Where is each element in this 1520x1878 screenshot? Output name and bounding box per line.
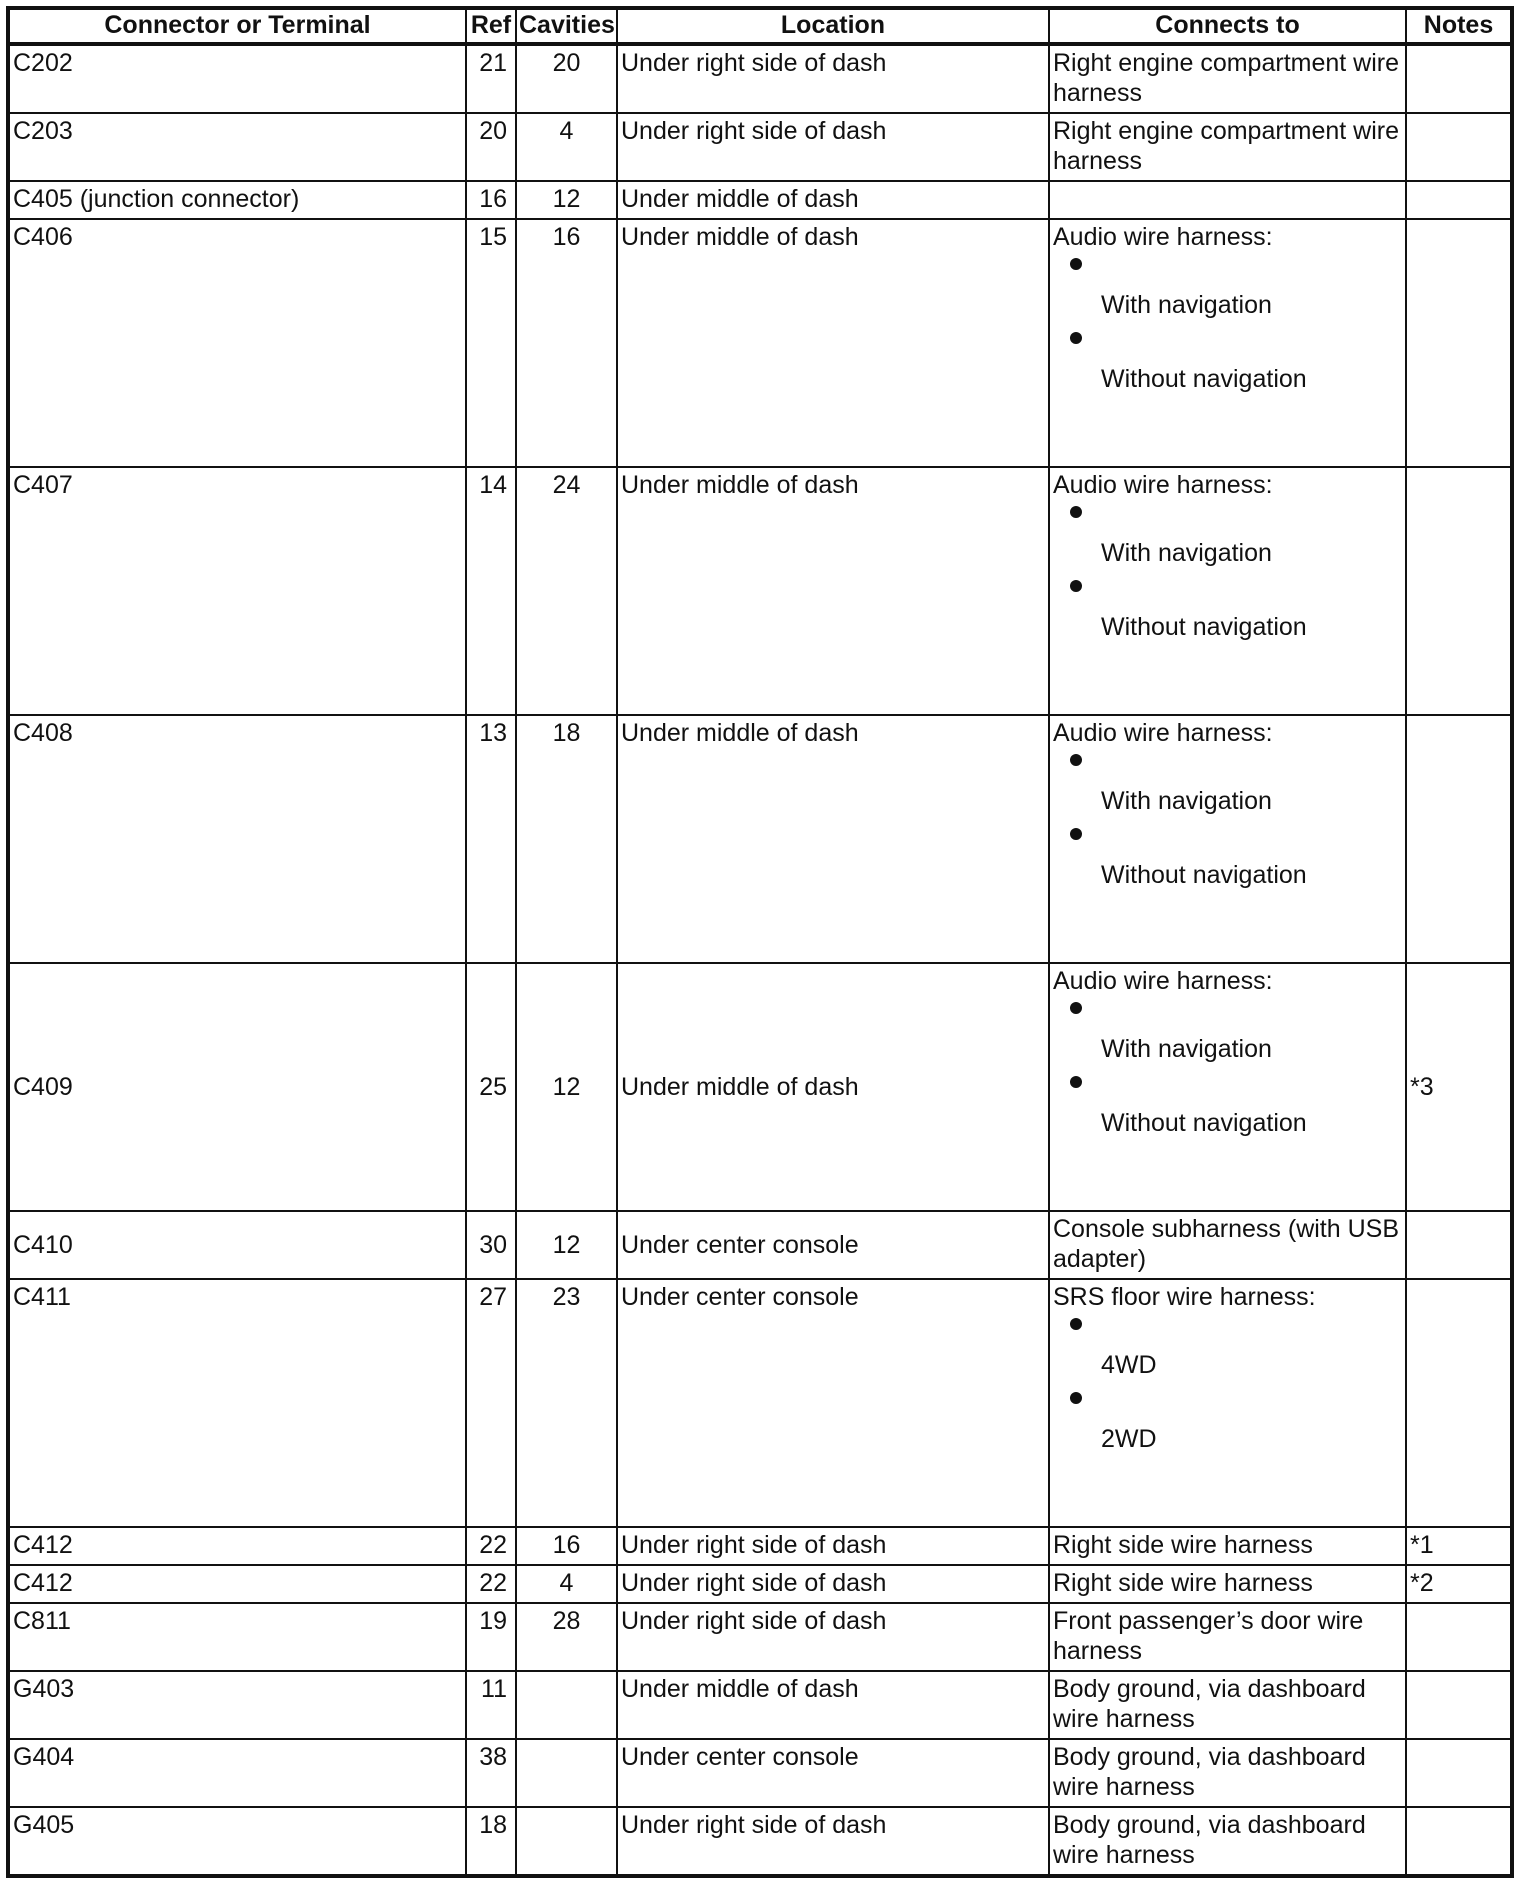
cell-location: Under right side of dash (617, 44, 1049, 113)
bullet-dot-icon (1070, 1318, 1082, 1330)
bullet-item (1053, 364, 1402, 394)
table-row (8, 1211, 1512, 1279)
cell-location: Under right side of dash (617, 1603, 1049, 1671)
cell-notes (1406, 1279, 1512, 1527)
table-row (8, 1739, 1512, 1807)
bullet-text: 4WD (1101, 1351, 1157, 1379)
cell-cavities: 28 (516, 1603, 617, 1671)
bullet-dot-icon (1070, 332, 1082, 344)
cell-ref: 13 (466, 715, 516, 963)
bullet-list (1053, 1350, 1402, 1454)
cell-connector: C409 (8, 963, 466, 1211)
bullet-dot-icon (1070, 1076, 1082, 1088)
cell-connector: C202 (8, 44, 466, 113)
table-row (8, 1603, 1512, 1671)
cell-connector: C405 (junction connector) (8, 181, 466, 219)
cell-cavities: 16 (516, 219, 617, 467)
bullet-item (1053, 612, 1402, 642)
cell-notes (1406, 219, 1512, 467)
cell-cavities: 4 (516, 1565, 617, 1603)
cell-ref: 25 (466, 963, 516, 1211)
table-row (8, 181, 1512, 219)
bullet-dot-icon (1070, 1002, 1082, 1014)
cell-location: Under right side of dash (617, 113, 1049, 181)
cell-ref: 22 (466, 1527, 516, 1565)
cell-connects-to: Body ground, via dashboard wire harness (1049, 1739, 1406, 1807)
bullet-item (1053, 1034, 1402, 1064)
cell-connects-to (1049, 1279, 1406, 1527)
cell-ref: 38 (466, 1739, 516, 1807)
header-location: Location (617, 8, 1049, 44)
cell-location: Under middle of dash (617, 467, 1049, 715)
cell-ref: 14 (466, 467, 516, 715)
bullet-item (1053, 1108, 1402, 1138)
cell-cavities (516, 1671, 617, 1739)
cell-connects-to (1049, 467, 1406, 715)
bullet-list (1053, 1034, 1402, 1138)
cell-notes: *1 (1406, 1527, 1512, 1565)
cell-connects-to: Right engine compartment wire harness (1049, 44, 1406, 113)
connects-to-lead: Audio wire harness: (1053, 967, 1273, 995)
cell-notes: *3 (1406, 963, 1512, 1211)
cell-location: Under middle of dash (617, 181, 1049, 219)
bullet-text: With navigation (1101, 539, 1272, 567)
cell-connects-to: Right side wire harness (1049, 1527, 1406, 1565)
cell-connector: C412 (8, 1565, 466, 1603)
bullet-dot-icon (1070, 1392, 1082, 1404)
cell-cavities: 20 (516, 44, 617, 113)
table-row (8, 1565, 1512, 1603)
cell-connector: C410 (8, 1211, 466, 1279)
bullet-item (1053, 1350, 1402, 1380)
connects-to-lead: Audio wire harness: (1053, 223, 1273, 251)
bullet-text: Without navigation (1101, 861, 1307, 889)
cell-cavities: 18 (516, 715, 617, 963)
header-notes: Notes (1406, 8, 1512, 44)
cell-location: Under right side of dash (617, 1565, 1049, 1603)
table-row (8, 1671, 1512, 1739)
bullet-text: With navigation (1101, 1035, 1272, 1063)
cell-notes (1406, 1211, 1512, 1279)
cell-ref: 19 (466, 1603, 516, 1671)
cell-connects-to: Console subharness (with USB adapter) (1049, 1211, 1406, 1279)
bullet-text: Without navigation (1101, 365, 1307, 393)
bullet-text: Without navigation (1101, 1109, 1307, 1137)
cell-notes (1406, 1739, 1512, 1807)
bullet-list (1053, 290, 1402, 394)
table-row (8, 1807, 1512, 1876)
cell-ref: 15 (466, 219, 516, 467)
cell-location: Under middle of dash (617, 1671, 1049, 1739)
cell-location: Under center console (617, 1279, 1049, 1527)
cell-connects-to (1049, 963, 1406, 1211)
cell-connects-to: Body ground, via dashboard wire harness (1049, 1671, 1406, 1739)
table-row (8, 113, 1512, 181)
cell-cavities (516, 1807, 617, 1876)
table-row (8, 1279, 1512, 1527)
table-row (8, 963, 1512, 1211)
bullet-dot-icon (1070, 754, 1082, 766)
header-connects-to: Connects to (1049, 8, 1406, 44)
cell-notes (1406, 467, 1512, 715)
bullet-dot-icon (1070, 506, 1082, 518)
cell-notes (1406, 181, 1512, 219)
cell-connector: C411 (8, 1279, 466, 1527)
cell-connects-to (1049, 181, 1406, 219)
cell-cavities: 23 (516, 1279, 617, 1527)
connector-table (6, 6, 1514, 1878)
cell-connector: C407 (8, 467, 466, 715)
cell-connector: C408 (8, 715, 466, 963)
cell-connector: G405 (8, 1807, 466, 1876)
bullet-item (1053, 860, 1402, 890)
cell-ref: 11 (466, 1671, 516, 1739)
cell-connects-to (1049, 715, 1406, 963)
cell-connector: G404 (8, 1739, 466, 1807)
document-page (6, 6, 1510, 1878)
bullet-text: With navigation (1101, 291, 1272, 319)
cell-cavities: 12 (516, 1211, 617, 1279)
cell-location: Under middle of dash (617, 219, 1049, 467)
cell-ref: 27 (466, 1279, 516, 1527)
bullet-text: Without navigation (1101, 613, 1307, 641)
table-row (8, 715, 1512, 963)
bullet-dot-icon (1070, 580, 1082, 592)
cell-notes (1406, 1603, 1512, 1671)
table-header (8, 8, 1512, 44)
table-body (8, 44, 1512, 1876)
cell-cavities: 24 (516, 467, 617, 715)
connects-to-lead: SRS floor wire harness: (1053, 1283, 1316, 1311)
header-connector: Connector or Terminal (8, 8, 466, 44)
cell-notes: *2 (1406, 1565, 1512, 1603)
bullet-item (1053, 290, 1402, 320)
cell-connects-to: Front passenger’s door wire harness (1049, 1603, 1406, 1671)
cell-notes (1406, 1807, 1512, 1876)
cell-ref: 22 (466, 1565, 516, 1603)
bullet-item (1053, 538, 1402, 568)
cell-connects-to: Right side wire harness (1049, 1565, 1406, 1603)
cell-connector: C412 (8, 1527, 466, 1565)
cell-connector: C406 (8, 219, 466, 467)
cell-location: Under right side of dash (617, 1807, 1049, 1876)
header-cavities: Cavities (516, 8, 617, 44)
cell-notes (1406, 715, 1512, 963)
connects-to-lead: Audio wire harness: (1053, 471, 1273, 499)
cell-ref: 21 (466, 44, 516, 113)
bullet-dot-icon (1070, 828, 1082, 840)
cell-connects-to: Body ground, via dashboard wire harness (1049, 1807, 1406, 1876)
connects-to-lead: Audio wire harness: (1053, 719, 1273, 747)
bullet-list (1053, 786, 1402, 890)
cell-connector: C811 (8, 1603, 466, 1671)
bullet-list (1053, 538, 1402, 642)
cell-cavities: 4 (516, 113, 617, 181)
cell-notes (1406, 113, 1512, 181)
cell-location: Under center console (617, 1739, 1049, 1807)
table-row (8, 44, 1512, 113)
cell-ref: 30 (466, 1211, 516, 1279)
cell-cavities (516, 1739, 617, 1807)
cell-notes (1406, 1671, 1512, 1739)
cell-location: Under middle of dash (617, 715, 1049, 963)
cell-cavities: 12 (516, 181, 617, 219)
cell-notes (1406, 44, 1512, 113)
bullet-text: With navigation (1101, 787, 1272, 815)
cell-ref: 20 (466, 113, 516, 181)
table-row (8, 467, 1512, 715)
cell-location: Under middle of dash (617, 963, 1049, 1211)
cell-cavities: 16 (516, 1527, 617, 1565)
bullet-dot-icon (1070, 258, 1082, 270)
bullet-text: 2WD (1101, 1425, 1157, 1453)
cell-connects-to (1049, 219, 1406, 467)
cell-cavities: 12 (516, 963, 617, 1211)
cell-connects-to: Right engine compartment wire harness (1049, 113, 1406, 181)
cell-location: Under right side of dash (617, 1527, 1049, 1565)
cell-ref: 16 (466, 181, 516, 219)
table-row (8, 1527, 1512, 1565)
bullet-item (1053, 1424, 1402, 1454)
cell-connector: G403 (8, 1671, 466, 1739)
header-ref: Ref (466, 8, 516, 44)
cell-connector: C203 (8, 113, 466, 181)
bullet-item (1053, 786, 1402, 816)
table-row (8, 219, 1512, 467)
cell-location: Under center console (617, 1211, 1049, 1279)
cell-ref: 18 (466, 1807, 516, 1876)
